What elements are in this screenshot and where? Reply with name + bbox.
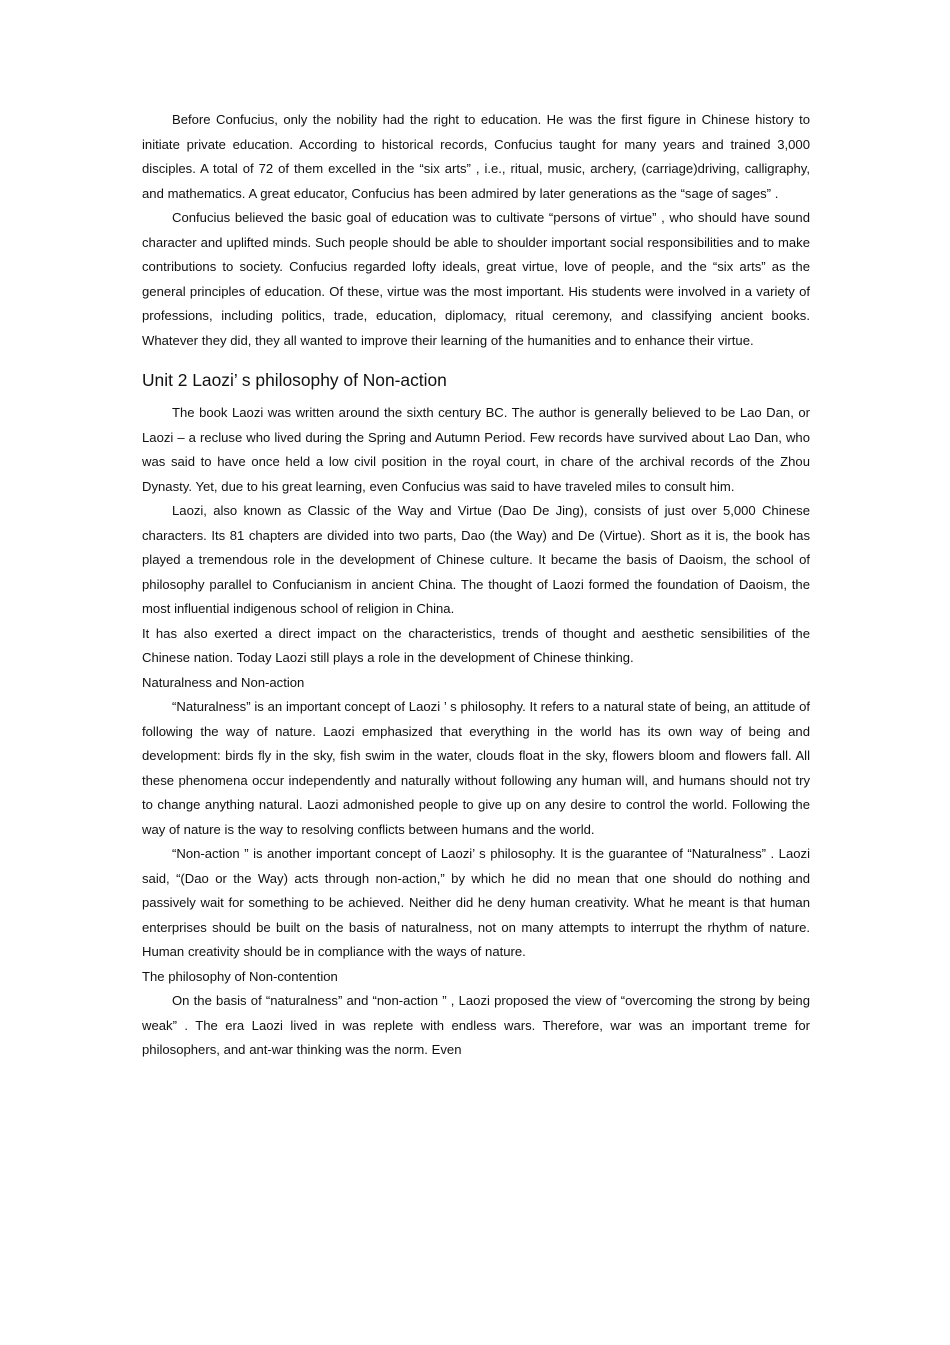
paragraph-non-contention: On the basis of “naturalness” and “non-action ” , Laozi proposed the view of “overcoming the strong by being weak” . The era Laozi lived in was replete with endless wars. Therefore, war was an important treme for philosophers, and ant-war thinking was the norm. Even [142, 993, 810, 1057]
paragraph-non-action: “Non-action ” is another important concept of Laozi’ s philosophy. It is the guarantee of “Naturalness” . Laozi said, “(Dao or the Way) acts through non-action,” by which he did no mean that one should do nothing and passively wait for something to be achieved. Neither did he deny human creativity. What he meant is that human enterprises should be built on the basis of naturalness, not on many attempts to interrupt the rhythm of nature. Human creativity should be in compliance with the ways of nature. [142, 846, 810, 959]
paragraph-naturalness: “Naturalness” is an important concept of Laozi ’ s philosophy. It refers to a natural state of being, an attitude of following the way of nature. Laozi emphasized that everything in the world has its own way of being and development: birds fly in the sky, fish swim in the water, clouds float in the sky, flowers bloom and flowers fall. All these phenomena occur independently and naturally without following any human will, and humans should not try to change anything natural. Laozi admonished people to give up on any desire to control the world. Following the way of nature is the way to resolving conflicts between humans and the world. [142, 699, 810, 837]
paragraph-direct-impact: It has also exerted a direct impact on the characteristics, trends of thought and aesthetic sensibilities of the Chinese nation. Today Laozi still plays a role in the development of Chinese thinking. [142, 625, 810, 665]
paragraph-confucius-education: Before Confucius, only the nobility had the right to education. He was the first figure in Chinese history to initiate private education. According to historical records, Confucius taught for many years and trained 3,000 disciples. A total of 72 of them excelled in the “six arts” , i.e., ritual, music, archery, (carriage)driving, calligraphy, and mathematics. A great educator, Confucius has been admired by later generations as the “sage of sages” . [142, 112, 810, 201]
paragraph-confucius-goal: Confucius believed the basic goal of education was to cultivate “persons of virtue” , who should have sound character and uplifted minds. Such people should be able to shoulder important social responsibilities and to make contributions to society. Confucius regarded lofty ideals, great virtue, love of people, and the “six arts” as the general principles of education. Of these, virtue was the most important. His students were involved in a variety of professions, including politics, trade, education, diplomacy, ritual ceremony, and classifying ancient books. Whatever they did, they all wanted to improve their learning of the humanities and to enhance their virtue. [142, 210, 810, 348]
paragraph-book-laozi: The book Laozi was written around the sixth century BC. The author is generally believed to be Lao Dan, or Laozi – a recluse who lived during the Spring and Autumn Period. Few records have survived about Lao Dan, who was said to have once held a low civil position in the royal court, in chare of the archival records of the Zhou Dynasty. Yet, due to his great learning, even Confucius was said to have traveled miles to consult him. [142, 405, 810, 494]
subheading-philosophy-of-non-contention: The philosophy of Non-contention [142, 968, 338, 984]
subheading-naturalness-and-non-action: Naturalness and Non-action [142, 674, 305, 690]
document-text-column [142, 108, 810, 1063]
heading-unit-2: Unit 2 Laozi’ s philosophy of Non-action [142, 370, 447, 390]
paragraph-dao-de-jing: Laozi, also known as Classic of the Way and Virtue (Dao De Jing), consists of just over 5,000 Chinese characters. Its 81 chapters are divided into two parts, Dao (the Way) and De (Virtue). Short as it is, the book has played a tremendous role in the development of Chinese culture. It became the basis of Daoism, the school of philosophy parallel to Confucianism in ancient China. The thought of Laozi formed the foundation of Daoism, the most influential indigenous school of religion in China. [142, 503, 810, 616]
